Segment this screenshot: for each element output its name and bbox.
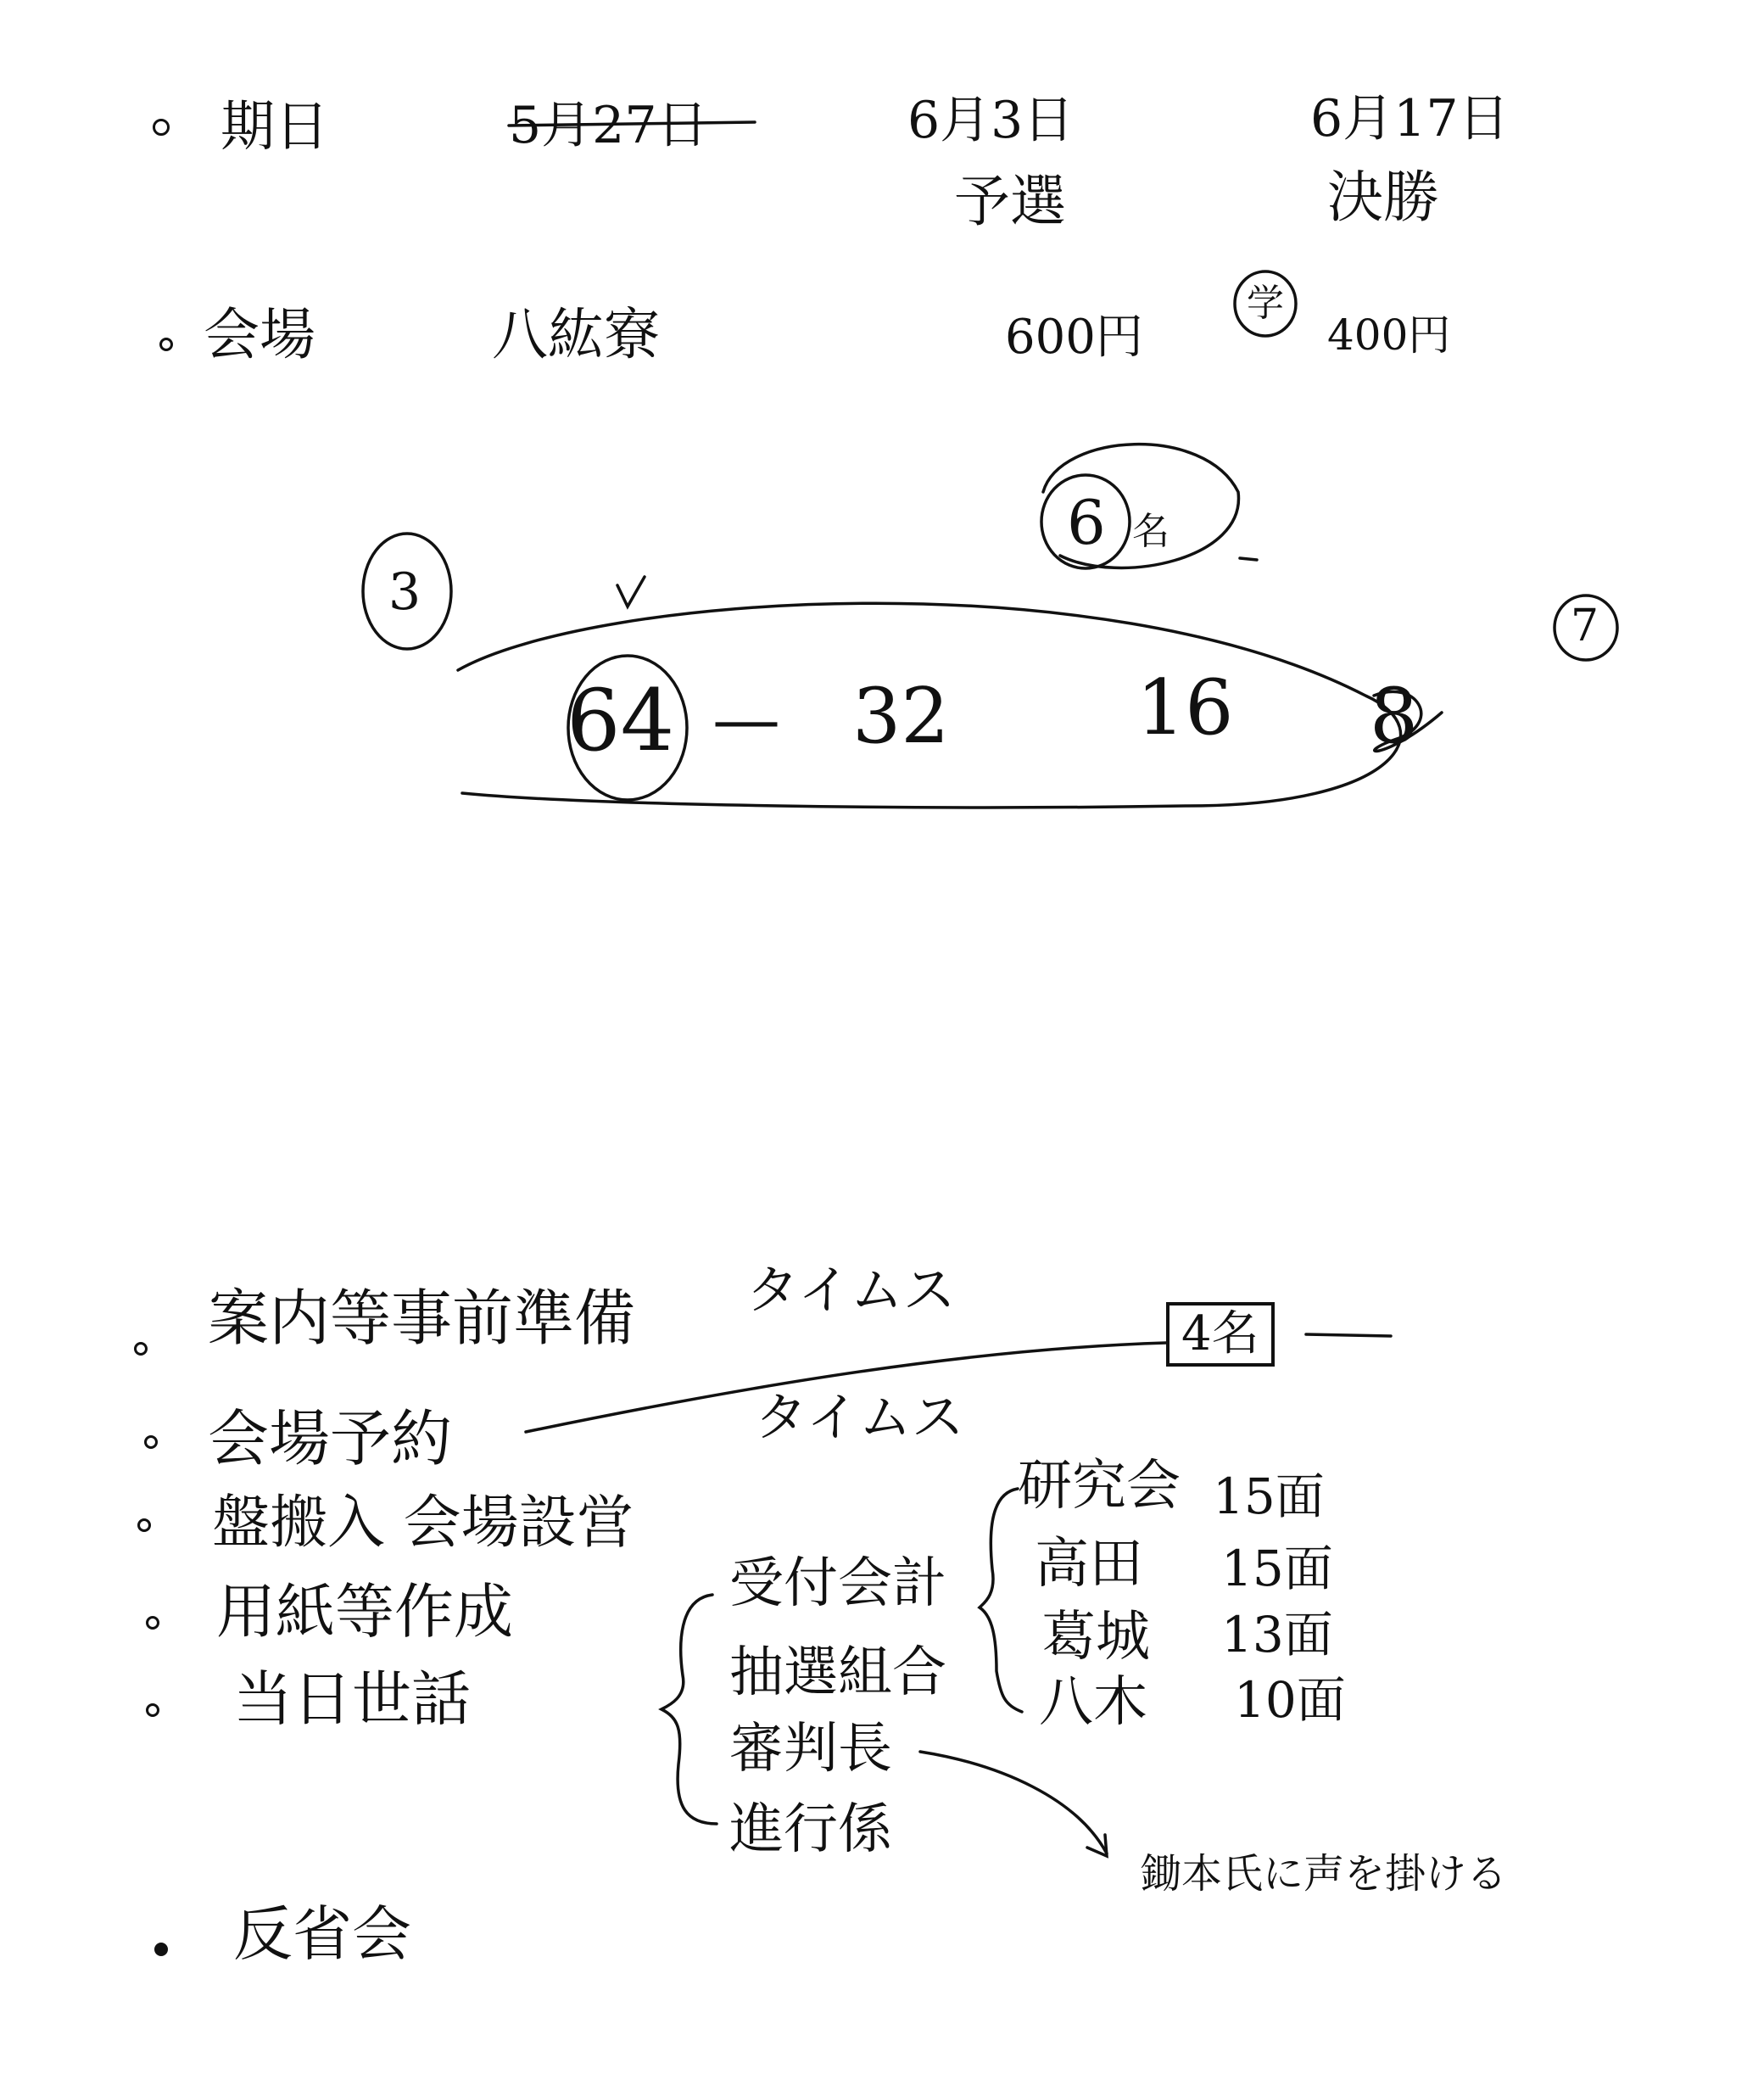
bullet-task-4 — [146, 1616, 159, 1630]
circled-3: 3 — [388, 562, 421, 622]
task-5-label: 当日世話 — [233, 1664, 471, 1734]
final-label: 決勝 — [1327, 165, 1439, 230]
staff-box: 4名 — [1166, 1302, 1275, 1367]
board-2-name: 高田 — [1035, 1533, 1143, 1596]
dash-64-32: — — [712, 679, 780, 758]
board-4-count: 10面 — [1234, 1671, 1346, 1729]
venue-label: 会場 — [204, 302, 315, 367]
role-2: 抽選組合 — [729, 1641, 946, 1704]
task-1-note: タイムス — [746, 1259, 956, 1321]
board-1-name: 研究会 — [1018, 1455, 1181, 1518]
board-2-count: 15面 — [1221, 1540, 1333, 1597]
venue-fee-student: 400円 — [1327, 310, 1451, 360]
venue-name: 八紘寮 — [492, 302, 660, 367]
roles-brace — [662, 1595, 717, 1824]
venue-fee: 600円 — [1005, 310, 1143, 365]
bullet-task-2 — [144, 1435, 158, 1449]
final-date: 6月17日 — [1310, 89, 1510, 148]
boards-brace — [980, 1489, 1022, 1712]
board-4-name: 八木 — [1039, 1671, 1147, 1734]
role-1: 受付会計 — [729, 1552, 946, 1615]
board-1-count: 15面 — [1213, 1468, 1325, 1525]
dates-label: 期日 — [220, 96, 329, 159]
round-8: 8 — [1370, 672, 1419, 761]
board-3-name: 葛城 — [1041, 1606, 1150, 1669]
role-4: 進行係 — [729, 1798, 892, 1861]
circled-7: 7 — [1571, 601, 1599, 651]
round-64: 64 — [567, 671, 675, 770]
bullet-task-6 — [154, 1943, 168, 1956]
struck-date: 5月27日 — [509, 96, 708, 155]
circled-6-suffix: 名 — [1132, 510, 1169, 553]
task-4-label: 用紙等作成 — [216, 1577, 513, 1647]
prelim-label: 予選 — [954, 169, 1066, 234]
trailing-dash — [1306, 1334, 1391, 1336]
task-3-label: 盤搬入 会場設営 — [212, 1490, 634, 1557]
bullet-task-3 — [137, 1518, 151, 1532]
board-3-count: 13面 — [1221, 1606, 1333, 1663]
referee-arrow — [920, 1752, 1107, 1853]
bullet-task-1 — [134, 1342, 148, 1356]
circled-6: 6 — [1067, 487, 1106, 558]
bullet-dates — [153, 119, 170, 136]
bullet-task-5 — [146, 1703, 159, 1717]
task-2-label: 会場予約 — [208, 1403, 453, 1474]
bullet-venue — [159, 338, 173, 351]
round-32: 32 — [852, 672, 950, 761]
task-2-note: タイムス — [755, 1386, 964, 1448]
prelim-date: 6月3日 — [907, 91, 1075, 150]
task-6-label: 反省会 — [233, 1899, 411, 1969]
role-3: 審判長 — [729, 1718, 892, 1781]
task-1-label: 案内等事前準備 — [208, 1283, 636, 1354]
circled-gaku: 学 — [1247, 282, 1284, 325]
dash-near-6 — [1240, 558, 1257, 560]
referee-note: 鋤本氏に声を掛ける — [1141, 1850, 1508, 1898]
check-mark — [617, 577, 645, 607]
round-16: 16 — [1136, 663, 1234, 752]
